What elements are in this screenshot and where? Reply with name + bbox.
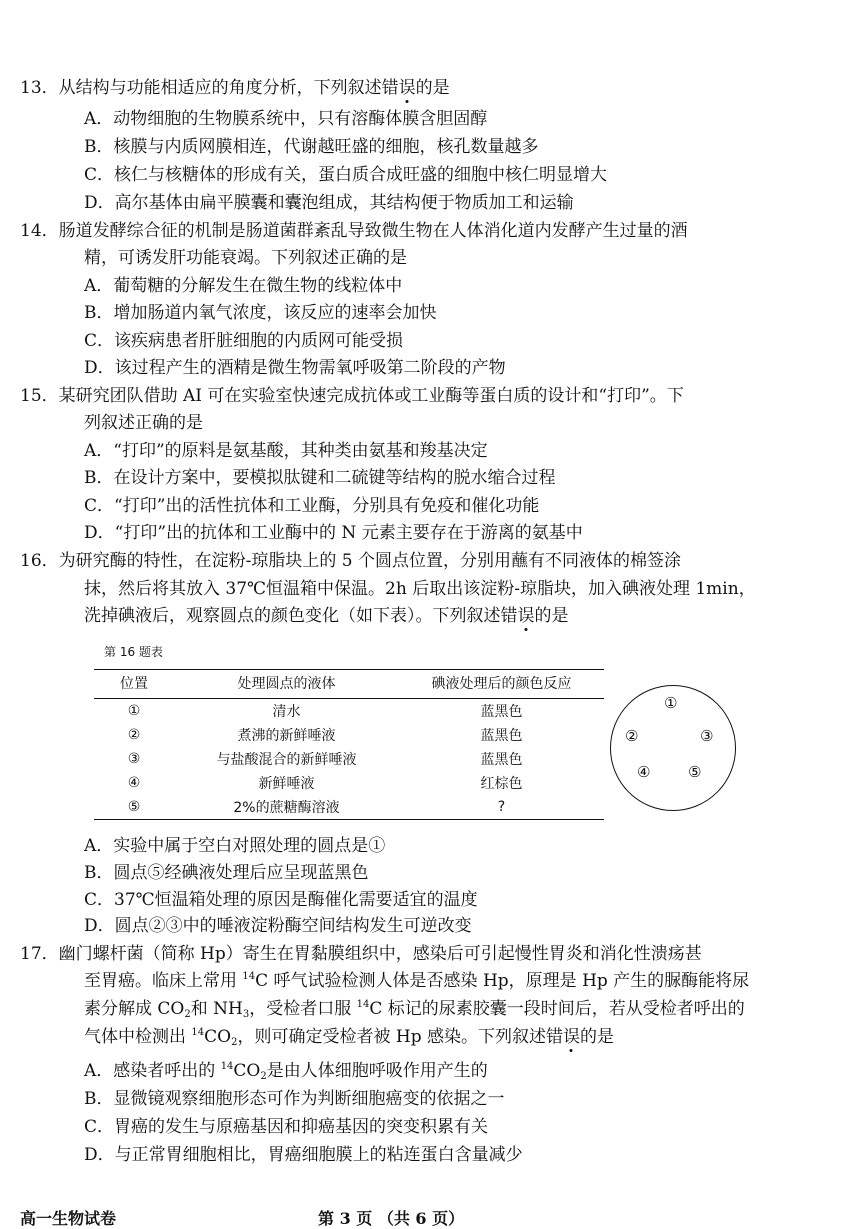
q14-option-c: C．该疾病患者肝脏细胞的内质网可能受损	[84, 331, 404, 351]
cell-position: ④	[127, 775, 141, 791]
q17-text: 素分解成 CO	[84, 999, 185, 1019]
q17-text: ，受检者口服	[249, 999, 357, 1019]
q13-stem-end: 的是	[415, 78, 450, 98]
q13-stem-text: 13．从结构与功能相适应的角度分析，下列叙述错	[20, 78, 399, 98]
q17-text: 至胃癌。临床上常用	[84, 971, 243, 991]
q17-option-b: B．显微镜观察细胞形态可作为判断细胞癌变的依据之一	[84, 1089, 505, 1109]
q17-stem-line3	[84, 997, 745, 1021]
isotope-superscript: 14	[356, 999, 370, 1010]
isotope-superscript: 14	[220, 1061, 234, 1072]
q15-stem-line2: 列叙述正确的是	[84, 413, 203, 433]
q16-option-d: D．圆点②③中的唾液淀粉酶空间结构发生可逆改变	[84, 916, 472, 936]
q17-text: C 呼气试验检测人体是否感染 Hp，原理是 Hp 产生的脲酶能将尿	[255, 971, 750, 991]
q17-option-a-text: 是由人体细胞呼吸作用产生的	[266, 1061, 488, 1081]
diagram-mark-2: ②	[625, 727, 639, 745]
q17-text: C 标记的尿素胶囊一段时间后，若从受检者呼出的	[369, 999, 745, 1019]
diagram-mark-5: ⑤	[688, 763, 702, 781]
isotope-superscript: 14	[242, 971, 256, 982]
q13-emphasis: 误	[398, 78, 416, 98]
isotope-superscript: 14	[191, 1027, 205, 1038]
q16-emphasis: 误	[517, 606, 535, 626]
q17-text: 的是	[579, 1027, 614, 1047]
table-row	[94, 747, 604, 771]
header-color-reaction: 碘液处理后的颜色反应	[399, 670, 604, 699]
footer-page-number: 第 3 页 （共 6 页）	[318, 1209, 465, 1228]
q17-stem-line1: 17．幽门螺杆菌（简称 Hp）寄生在胃黏膜组织中，感染后可引起慢性胃炎和消化性溃疡甚	[20, 944, 702, 964]
q16-table	[94, 669, 604, 820]
q15-option-d: D．“打印”出的抗体和工业酶中的 N 元素主要存在于游离的氨基中	[84, 523, 583, 543]
q16-stem-line2: 抹，然后将其放入 37℃恒温箱中保温。2h 后取出该淀粉-琼脂块，加入碘液处理 1min，	[84, 579, 756, 599]
cell-color: ?	[399, 795, 604, 820]
q16-option-c: C．37℃恒温箱处理的原因是酶催化需要适宜的温度	[84, 890, 478, 910]
cell-color: 蓝黑色	[480, 728, 523, 744]
q16-stem-line1: 16．为研究酶的特性，在淀粉-琼脂块上的 5 个圆点位置，分别用蘸有不同液体的棉签涂	[20, 551, 681, 571]
q17-option-a-text: A．感染者呼出的	[84, 1061, 221, 1081]
cell-liquid: 与盐酸混合的新鲜唾液	[216, 752, 357, 768]
table-row	[94, 771, 604, 795]
q17-text: CO	[204, 1027, 232, 1047]
header-liquid: 处理圆点的液体	[174, 670, 399, 699]
table-row	[94, 699, 604, 724]
header-position: 位置	[94, 670, 174, 699]
q15-stem-line1: 15．某研究团队借助 AI 可在实验室快速完成抗体或工业酶等蛋白质的设计和“打印”。下	[20, 386, 684, 406]
q13-stem	[20, 76, 450, 100]
q15-option-b: B．在设计方案中，要模拟肽键和二硫键等结构的脱水缩合过程	[84, 468, 556, 488]
q17-emphasis: 误	[562, 1027, 580, 1047]
q14-option-d: D．该过程产生的酒精是微生物需氧呼吸第二阶段的产物	[84, 358, 506, 378]
agar-block-diagram	[610, 685, 736, 811]
cell-liquid: 新鲜唾液	[258, 776, 315, 792]
cell-position: ③	[127, 751, 141, 767]
q16-stem3-end: 的是	[534, 606, 569, 626]
cell-color: 红棕色	[480, 776, 523, 792]
q16-option-a: A．实验中属于空白对照处理的圆点是①	[84, 836, 386, 856]
q16-table-caption: 第 16 题表	[104, 645, 163, 659]
q17-option-c: C．胃癌的发生与原癌基因和抑癌基因的突变积累有关	[84, 1117, 489, 1137]
q13-option-a: A．动物细胞的生物膜系统中，只有溶酶体膜含胆固醇	[84, 109, 488, 129]
q15-option-a: A．“打印”的原料是氨基酸，其种类由氨基和羧基决定	[84, 441, 488, 461]
cell-liquid: 清水	[272, 704, 301, 720]
q14-stem-line2: 精，可诱发肝功能衰竭。下列叙述正确的是	[84, 248, 407, 268]
subscript: 2	[231, 1037, 238, 1048]
cell-position: ①	[127, 703, 141, 719]
q17-text: 和 NH	[190, 999, 243, 1019]
cell-color: 蓝黑色	[480, 704, 523, 720]
q17-option-a	[84, 1059, 488, 1083]
diagram-mark-4: ④	[637, 763, 651, 781]
q17-stem-line4	[84, 1025, 614, 1049]
q14-stem-line1: 14．肠道发酵综合征的机制是肠道菌群紊乱导致微生物在人体消化道内发酵产生过量的酒	[20, 221, 688, 241]
table-row	[94, 795, 604, 820]
subscript: 2	[184, 1009, 191, 1020]
q16-stem3-text: 洗掉碘液后，观察圆点的颜色变化（如下表）。下列叙述错	[84, 606, 518, 626]
q16-stem-line3	[84, 604, 569, 628]
q17-text: 气体中检测出	[84, 1027, 192, 1047]
subscript: 3	[242, 1009, 250, 1020]
q14-option-a: A．葡萄糖的分解发生在微生物的线粒体中	[84, 276, 403, 296]
q13-option-b: B．核膜与内质网膜相连，代谢越旺盛的细胞，核孔数量越多	[84, 137, 539, 157]
table-header-row	[94, 670, 604, 699]
q16-option-b: B．圆点⑤经碘液处理后应呈现蓝黑色	[84, 863, 369, 883]
q13-option-d: D．高尔基体由扁平膜囊和囊泡组成，其结构便于物质加工和运输	[84, 193, 574, 213]
diagram-mark-3: ③	[700, 727, 714, 745]
table-row	[94, 723, 604, 747]
subscript: 2	[260, 1071, 267, 1082]
q17-stem-line2	[84, 969, 749, 993]
q13-option-c: C．核仁与核糖体的形成有关，蛋白质合成旺盛的细胞中核仁明显增大	[84, 165, 608, 185]
q17-option-a-text: CO	[233, 1061, 261, 1081]
cell-position: ⑤	[94, 795, 174, 820]
q15-option-c: C．“打印”出的活性抗体和工业酶，分别具有免疫和催化功能	[84, 496, 540, 516]
q17-option-d: D．与正常胃细胞相比，胃癌细胞膜上的粘连蛋白含量减少	[84, 1145, 523, 1165]
cell-liquid: 2%的蔗糖酶溶液	[174, 795, 399, 820]
cell-liquid: 煮沸的新鲜唾液	[237, 728, 336, 744]
q14-option-b: B．增加肠道内氧气浓度，该反应的速率会加快	[84, 303, 437, 323]
diagram-mark-1: ①	[664, 694, 678, 712]
q17-text: ，则可确定受检者被 Hp 感染。下列叙述错	[237, 1027, 563, 1047]
footer-subject: 高一生物试卷	[20, 1209, 117, 1228]
cell-position: ②	[127, 727, 141, 743]
cell-color: 蓝黑色	[480, 752, 523, 768]
